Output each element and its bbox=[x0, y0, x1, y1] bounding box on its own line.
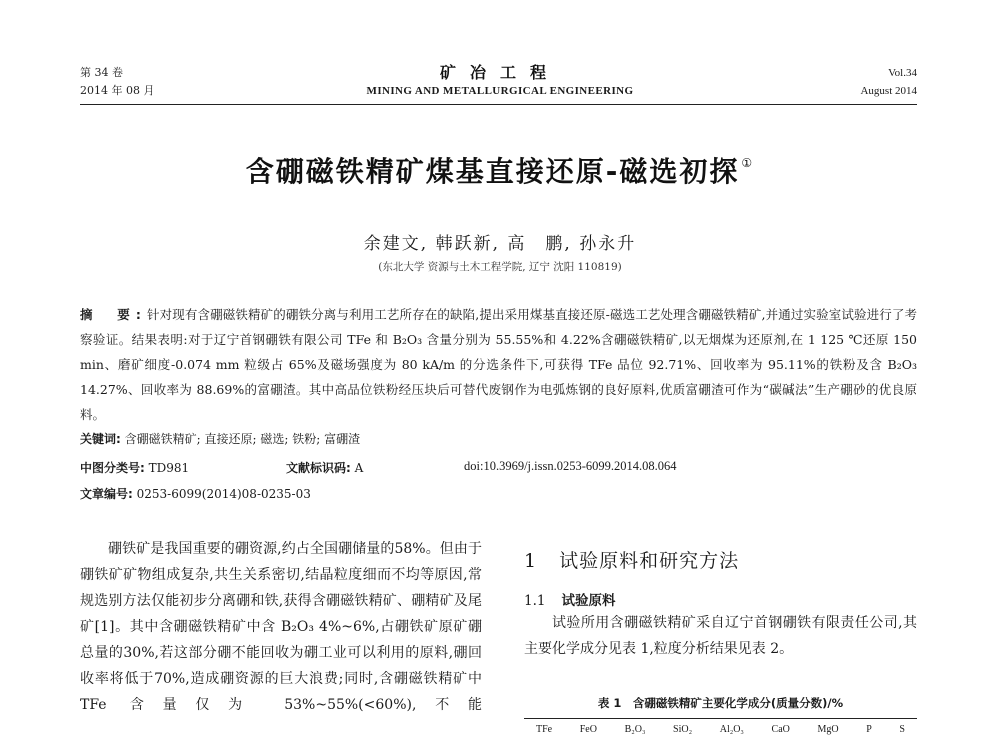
table-header-cell: CaO bbox=[771, 724, 790, 735]
table-1-top-rule bbox=[524, 718, 917, 719]
classification bbox=[80, 459, 189, 476]
table-header-cell: S bbox=[899, 724, 905, 735]
section-1-1-heading bbox=[524, 589, 615, 609]
document-code-value: A bbox=[354, 461, 364, 475]
header-rule bbox=[80, 104, 917, 105]
title-text: 含硼磁铁精矿煤基直接还原-磁选初探 bbox=[245, 155, 740, 188]
journal-title-en: MINING AND METALLURGICAL ENGINEERING bbox=[366, 85, 634, 97]
section-1-heading bbox=[524, 546, 739, 573]
article-number bbox=[80, 485, 311, 502]
article-title bbox=[0, 150, 1000, 190]
authors: 余建文, 韩跃新, 高 鹏, 孙永升 bbox=[363, 234, 637, 254]
date-en: August 2014 bbox=[860, 85, 917, 97]
table-1-caption: 表 1 含硼磁铁精矿主要化学成分(质量分数)/% bbox=[597, 696, 844, 710]
section-1-1-title: 试验原料 bbox=[561, 593, 616, 609]
abstract bbox=[80, 302, 917, 427]
document-code bbox=[286, 459, 363, 476]
journal-title-cn: 矿冶工程 bbox=[439, 63, 560, 82]
body-left-column bbox=[80, 536, 482, 718]
keywords bbox=[80, 430, 360, 447]
volume-cn: 第 34 卷 bbox=[80, 66, 123, 79]
intro-paragraph: 硼铁矿是我国重要的硼资源,约占全国硼储量的58%。但由于硼铁矿矿物组成复杂,共生关系密切,结晶粒度细而不均等原因,常规选别方法仅能初步分离硼和铁,获得含硼磁铁精矿、硼精矿及尾矿[1]。其中含硼磁铁精矿中含 B₂O₃ 4%~6%,占硼铁矿原矿硼总量的30%,若这部分硼不能回收为硼工业可以利用的原料,硼回收率将低于70%,造成硼资源的巨大浪费;同时,含硼磁铁精矿中 TFe 含量仅为 53%~55%(<60%),不能 bbox=[80, 541, 482, 713]
abstract-text: 针对现有含硼磁铁精矿的硼铁分离与利用工艺所存在的缺陷,提出采用煤基直接还原-磁选工艺处理含硼磁铁精矿,并通过实验室试验进行了考察验证。结果表明:对于辽宁首钢硼铁有限公司 TFe 和 B₂O₃ 含量分别为 55.55%和 4.22%含硼磁铁精矿,以无烟煤为还原剂,在 1 125 ℃还原 150 min、磨矿细度-0.074 mm 粒级占 65%及磁场强度为 80 kA/m 的分选条件下,可获得 TFe 品位 92.71%、回收率为 95.11%的铁粉及含 B₂O₃ 14.27%、回收率为 88.69%的富硼渣。其中高品位铁粉经压块后可替代废钢作为电弧炼钢的良好原料,优质富硼渣可作为“碳碱法”生产硼砂的优良原料。 bbox=[80, 307, 917, 422]
article-number-value: 0253-6099(2014)08-0235-03 bbox=[136, 487, 311, 501]
classification-code: TD981 bbox=[148, 461, 190, 475]
keywords-label: 关键词: bbox=[80, 432, 121, 446]
table-header-cell: MgO bbox=[817, 724, 839, 735]
volume-issue-en bbox=[860, 64, 917, 100]
section-1-title: 试验原料和研究方法 bbox=[559, 550, 740, 572]
table-header-cell: Al₂O₃ bbox=[719, 724, 744, 735]
table-header-cell: TFe bbox=[536, 724, 553, 735]
body-right-column bbox=[524, 610, 917, 662]
volume-en: Vol.34 bbox=[888, 67, 917, 79]
date-cn: 2014 年 08 月 bbox=[80, 84, 155, 97]
table-1-header-row bbox=[524, 724, 917, 735]
table-header-cell: SiO₂ bbox=[673, 724, 693, 735]
abstract-label: 摘 要: bbox=[80, 307, 147, 322]
table-header-cell: FeO bbox=[579, 724, 597, 735]
doi: doi:10.3969/j.issn.0253-6099.2014.08.064 bbox=[464, 459, 677, 473]
table-header-cell: B₂O₃ bbox=[624, 724, 646, 735]
affiliation: (东北大学 资源与土木工程学院, 辽宁 沈阳 110819) bbox=[378, 261, 622, 273]
document-code-label: 文献标识码: bbox=[286, 461, 351, 475]
title-footnote-mark: ① bbox=[741, 156, 755, 170]
keywords-text: 含硼磁铁精矿; 直接还原; 磁选; 铁粉; 富硼渣 bbox=[124, 432, 361, 446]
table-header-cell: P bbox=[866, 724, 872, 735]
section-1-number: 1 bbox=[524, 550, 538, 572]
classification-label: 中图分类号: bbox=[80, 461, 145, 475]
materials-paragraph: 试验所用含硼磁铁精矿采自辽宁首钢硼铁有限责任公司,其主要化学成分见表 1,粒度分析结果见表 2。 bbox=[524, 615, 917, 657]
section-1-1-number: 1.1 bbox=[524, 593, 546, 609]
article-number-label: 文章编号: bbox=[80, 487, 133, 501]
